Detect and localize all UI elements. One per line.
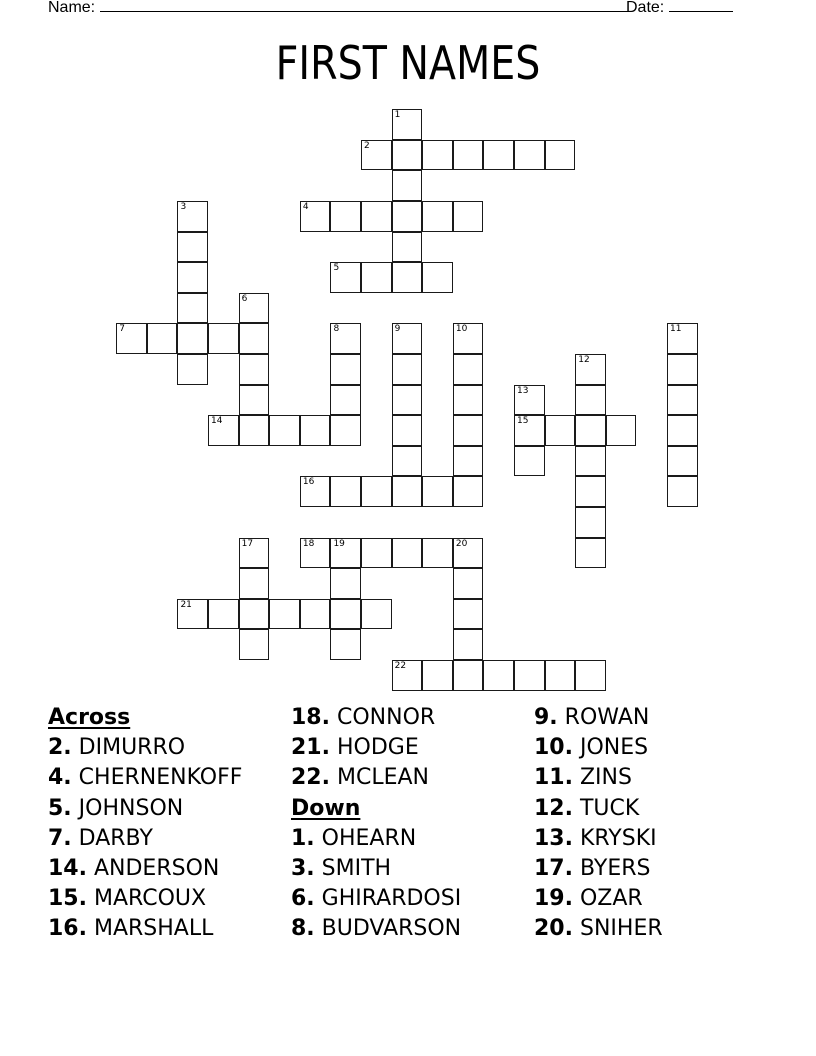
clue-down-19: 19. OZAR (534, 886, 643, 912)
grid-cell[interactable] (483, 660, 514, 691)
grid-cell[interactable] (575, 385, 606, 416)
grid-cell[interactable] (422, 660, 453, 691)
grid-cell[interactable] (514, 446, 545, 477)
grid-cell[interactable] (300, 476, 331, 507)
clue-number: 16 (302, 477, 315, 488)
grid-cell[interactable] (453, 660, 484, 691)
grid-cell[interactable] (667, 323, 698, 354)
clue-column-1 (48, 703, 242, 945)
grid-cell[interactable] (239, 354, 270, 385)
grid-cell[interactable] (361, 538, 392, 569)
grid-cell[interactable] (239, 385, 270, 416)
grid-cell[interactable] (239, 629, 270, 660)
grid-cell[interactable] (361, 599, 392, 630)
clue-down-1: 1. OHEARN (291, 825, 417, 851)
clue-across-22: 22. MCLEAN (291, 765, 429, 791)
across-heading: Across (48, 705, 131, 730)
grid-cell[interactable] (667, 415, 698, 446)
clue-down-3: 3. SMITH (291, 856, 392, 882)
grid-cell[interactable] (330, 538, 361, 569)
grid-cell[interactable] (392, 476, 423, 507)
name-label: Name: (48, 0, 96, 16)
grid-cell[interactable] (269, 415, 300, 446)
grid-cell[interactable] (361, 140, 392, 171)
grid-cell[interactable] (330, 629, 361, 660)
grid-cell[interactable] (392, 415, 423, 446)
grid-cell[interactable] (239, 599, 270, 630)
grid-cell[interactable] (422, 476, 453, 507)
grid-cell[interactable] (606, 415, 637, 446)
grid-cell[interactable] (392, 201, 423, 232)
grid-cell[interactable] (330, 201, 361, 232)
clue-across-7: 7. DARBY (48, 825, 153, 851)
clue-number: 19 (333, 538, 345, 549)
grid-cell[interactable] (177, 354, 208, 385)
clue-number: 9 (394, 324, 401, 335)
grid-cell[interactable] (453, 629, 484, 660)
grid-cell[interactable] (300, 201, 331, 232)
clue-down-20: 20. SNIHER (534, 916, 663, 942)
grid-cell[interactable] (453, 323, 484, 354)
grid-cell[interactable] (453, 476, 484, 507)
grid-cell[interactable] (177, 232, 208, 263)
grid-cell[interactable] (208, 415, 239, 446)
clue-number: 20 (455, 538, 468, 549)
clue-across-5: 5. JOHNSON (48, 795, 184, 821)
grid-cell[interactable] (453, 140, 484, 171)
clue-across-16: 16. MARSHALL (48, 916, 214, 942)
clue-across-2: 2. DIMURRO (48, 735, 186, 761)
grid-cell[interactable] (392, 170, 423, 201)
grid-cell[interactable] (453, 599, 484, 630)
grid-cell[interactable] (514, 140, 545, 171)
clue-across-18: 18. CONNOR (291, 705, 436, 730)
grid-cell[interactable] (392, 232, 423, 263)
grid-cell[interactable] (545, 415, 576, 446)
grid-cell[interactable] (575, 660, 606, 691)
clue-number: 6 (241, 293, 248, 304)
clue-number: 1 (394, 110, 401, 121)
grid-cell[interactable] (453, 385, 484, 416)
clue-down-12: 12. TUCK (534, 795, 640, 821)
clue-across-21: 21. HODGE (291, 735, 419, 761)
grid-cell[interactable] (330, 323, 361, 354)
grid-cell[interactable] (453, 201, 484, 232)
grid-cell[interactable] (575, 476, 606, 507)
grid-cell[interactable] (545, 140, 576, 171)
clue-down-11: 11. ZINS (534, 765, 632, 791)
grid-cell[interactable] (177, 323, 208, 354)
clue-number: 11 (670, 324, 682, 335)
clue-number: 10 (455, 324, 468, 335)
clue-number: 2 (364, 140, 370, 151)
grid-cell[interactable] (667, 354, 698, 385)
grid-cell[interactable] (239, 323, 270, 354)
clue-number: 13 (517, 385, 529, 396)
grid-cell[interactable] (392, 354, 423, 385)
grid-cell[interactable] (330, 354, 361, 385)
grid-cell[interactable] (514, 385, 545, 416)
grid-cell[interactable] (239, 415, 270, 446)
grid-cell[interactable] (239, 538, 270, 569)
grid-cell[interactable] (330, 415, 361, 446)
clue-column-3 (534, 703, 663, 945)
clue-down-10: 10. JONES (534, 735, 649, 761)
clue-number: 7 (119, 324, 125, 335)
grid-cell[interactable] (392, 660, 423, 691)
grid-cell[interactable] (453, 446, 484, 477)
clue-down-13: 13. KRYSKI (534, 825, 657, 851)
grid-cell[interactable] (330, 262, 361, 293)
grid-cell[interactable] (422, 201, 453, 232)
clue-number: 18 (302, 538, 315, 549)
grid-cell[interactable] (177, 262, 208, 293)
grid-cell[interactable] (330, 568, 361, 599)
grid-cell[interactable] (361, 476, 392, 507)
grid-cell[interactable] (361, 201, 392, 232)
grid-cell[interactable] (300, 599, 331, 630)
grid-cell[interactable] (453, 415, 484, 446)
grid-cell[interactable] (667, 446, 698, 477)
grid-cell[interactable] (575, 507, 606, 538)
grid-cell[interactable] (514, 415, 545, 446)
clue-across-15: 15. MARCOUX (48, 886, 207, 912)
grid-cell[interactable] (330, 476, 361, 507)
grid-cell[interactable] (330, 385, 361, 416)
clue-number: 3 (180, 202, 187, 213)
grid-cell[interactable] (208, 323, 239, 354)
grid-cell[interactable] (392, 140, 423, 171)
clue-number: 21 (180, 599, 192, 610)
clue-across-4: 4. CHERNENKOFF (48, 765, 243, 791)
grid-cell[interactable] (392, 262, 423, 293)
grid-cell[interactable] (361, 262, 392, 293)
clue-number: 15 (517, 416, 529, 427)
grid-cell[interactable] (575, 538, 606, 569)
grid-cell[interactable] (392, 538, 423, 569)
date-label: Date: (626, 0, 665, 16)
grid-cell[interactable] (667, 385, 698, 416)
grid-cell[interactable] (147, 323, 178, 354)
grid-cell[interactable] (392, 109, 423, 140)
grid-cell[interactable] (177, 293, 208, 324)
clue-number: 4 (302, 202, 309, 213)
grid-cell[interactable] (330, 599, 361, 630)
clue-down-8: 8. BUDVARSON (291, 916, 462, 942)
clue-number: 8 (333, 324, 340, 335)
grid-cell[interactable] (483, 140, 514, 171)
grid-cell[interactable] (269, 599, 300, 630)
clue-column-2 (291, 703, 461, 945)
clue-down-6: 6. GHIRARDOSI (291, 886, 462, 912)
grid-cell[interactable] (514, 660, 545, 691)
grid-cell[interactable] (300, 538, 331, 569)
page-title: FIRST NAMES (275, 36, 541, 90)
grid-cell[interactable] (300, 415, 331, 446)
grid-cell[interactable] (392, 385, 423, 416)
grid-cell[interactable] (116, 323, 147, 354)
clue-down-9: 9. ROWAN (534, 705, 650, 730)
grid-cell[interactable] (392, 446, 423, 477)
grid-cell[interactable] (422, 140, 453, 171)
clue-down-17: 17. BYERS (534, 856, 651, 882)
grid-cell[interactable] (667, 476, 698, 507)
grid-cell[interactable] (545, 660, 576, 691)
down-heading: Down (291, 795, 361, 821)
grid-cell[interactable] (239, 568, 270, 599)
grid-cell[interactable] (575, 354, 606, 385)
clue-number: 17 (241, 538, 254, 549)
clue-across-14: 14. ANDERSON (48, 856, 220, 882)
grid-cell[interactable] (575, 415, 606, 446)
grid-cell[interactable] (422, 262, 453, 293)
grid-cell[interactable] (239, 293, 270, 324)
grid-cell[interactable] (177, 599, 208, 630)
grid-cell[interactable] (453, 354, 484, 385)
clue-number: 5 (333, 263, 340, 274)
grid-cell[interactable] (208, 599, 239, 630)
grid-cell[interactable] (453, 568, 484, 599)
grid-cell[interactable] (575, 446, 606, 477)
grid-cell[interactable] (392, 323, 423, 354)
grid-cell[interactable] (422, 538, 453, 569)
grid-cell[interactable] (177, 201, 208, 232)
clue-number: 12 (578, 355, 590, 366)
clue-number: 14 (211, 416, 223, 427)
grid-cell[interactable] (453, 538, 484, 569)
clue-number: 22 (394, 661, 407, 672)
